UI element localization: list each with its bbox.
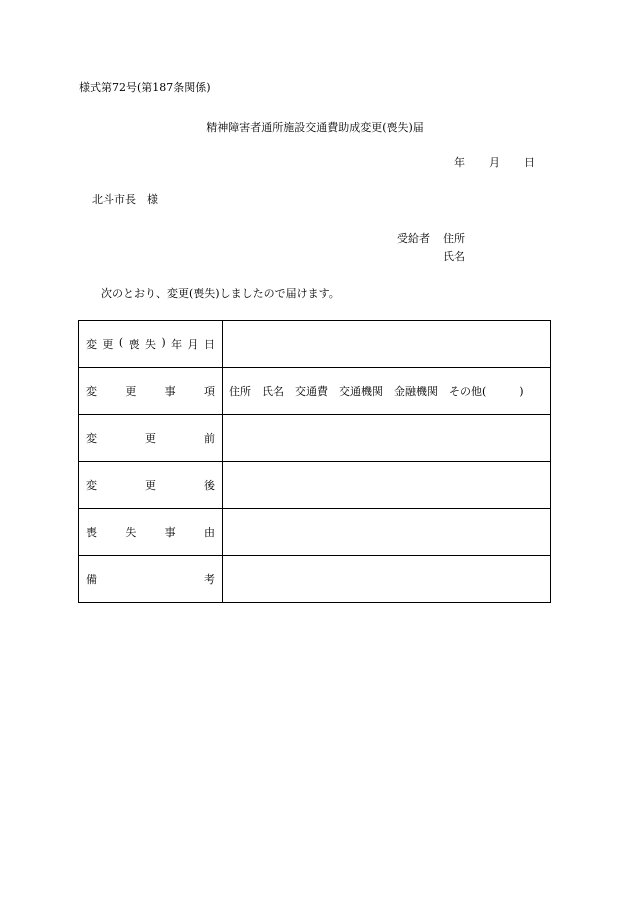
loss-reason-row — [79, 509, 551, 556]
row-label — [86, 430, 215, 446]
label-char: 変 — [86, 432, 97, 445]
row-label-cell — [79, 462, 223, 509]
row-label-cell — [79, 415, 223, 462]
label-char: 変 — [86, 338, 97, 351]
intro-text: 次のとおり、変更(喪失)しましたので届けます。 — [101, 287, 340, 300]
label-char: ( — [118, 336, 124, 349]
label-char: 日 — [203, 338, 215, 351]
recipient-name-label: 氏名 — [443, 250, 465, 263]
row-value-cell[interactable] — [223, 415, 551, 462]
change-date-row — [79, 321, 551, 368]
row-label — [86, 336, 215, 352]
label-char: 失 — [144, 338, 156, 351]
row-value-cell[interactable] — [223, 556, 551, 603]
row-label — [86, 524, 215, 540]
label-char: 項 — [203, 385, 215, 398]
row-label — [86, 383, 215, 399]
date-day-label: 日 — [524, 156, 535, 169]
label-char: 更 — [102, 338, 114, 351]
label-char: 由 — [203, 526, 215, 539]
row-label-cell — [79, 368, 223, 415]
change-item-option: 金融機関 — [394, 385, 438, 398]
label-char: 喪 — [128, 338, 140, 351]
row-value-cell[interactable] — [223, 509, 551, 556]
label-char: 事 — [164, 385, 176, 398]
change-item-options — [229, 383, 544, 399]
label-char: ) — [161, 336, 166, 349]
label-char: 備 — [86, 573, 97, 586]
row-label-cell — [79, 321, 223, 368]
label-char: 考 — [204, 573, 215, 586]
row-label-cell — [79, 509, 223, 556]
after-change-row — [79, 462, 551, 509]
change-item-row — [79, 368, 551, 415]
row-value-cell[interactable] — [223, 462, 551, 509]
row-value-cell[interactable] — [223, 368, 551, 415]
label-char: 事 — [164, 526, 176, 539]
change-item-option: 氏名 — [262, 385, 284, 398]
label-char: 更 — [125, 385, 137, 398]
label-char: 前 — [204, 432, 215, 445]
date-year-label: 年 — [454, 156, 465, 169]
label-char: 年 — [171, 338, 183, 351]
row-value-cell[interactable] — [223, 321, 551, 368]
date-month-label: 月 — [489, 156, 500, 169]
document-title: 精神障害者通所施設交通費助成変更(喪失)届 — [206, 121, 424, 134]
row-label-cell — [79, 556, 223, 603]
remarks-row — [79, 556, 551, 603]
label-char: 変 — [86, 385, 97, 398]
label-char: 後 — [204, 479, 215, 492]
label-char: 月 — [187, 338, 199, 351]
label-char: 変 — [86, 479, 97, 492]
recipient-label: 受給者 — [397, 232, 430, 245]
addressee: 北斗市長 様 — [92, 193, 158, 206]
change-item-option: 交通機関 — [339, 385, 383, 398]
label-char: 失 — [125, 526, 137, 539]
change-item-option: 住所 — [229, 385, 251, 398]
row-label — [86, 477, 215, 493]
label-char: 喪 — [86, 526, 97, 539]
label-char: 更 — [145, 432, 156, 445]
row-label — [86, 571, 215, 587]
change-item-option: その他( ) — [449, 385, 524, 398]
label-char: 更 — [145, 479, 156, 492]
change-form-table — [78, 320, 551, 603]
form-number: 様式第72号(第187条関係) — [79, 81, 211, 94]
recipient-address-label: 住所 — [443, 232, 465, 245]
before-change-row — [79, 415, 551, 462]
change-item-option: 交通費 — [295, 385, 328, 398]
